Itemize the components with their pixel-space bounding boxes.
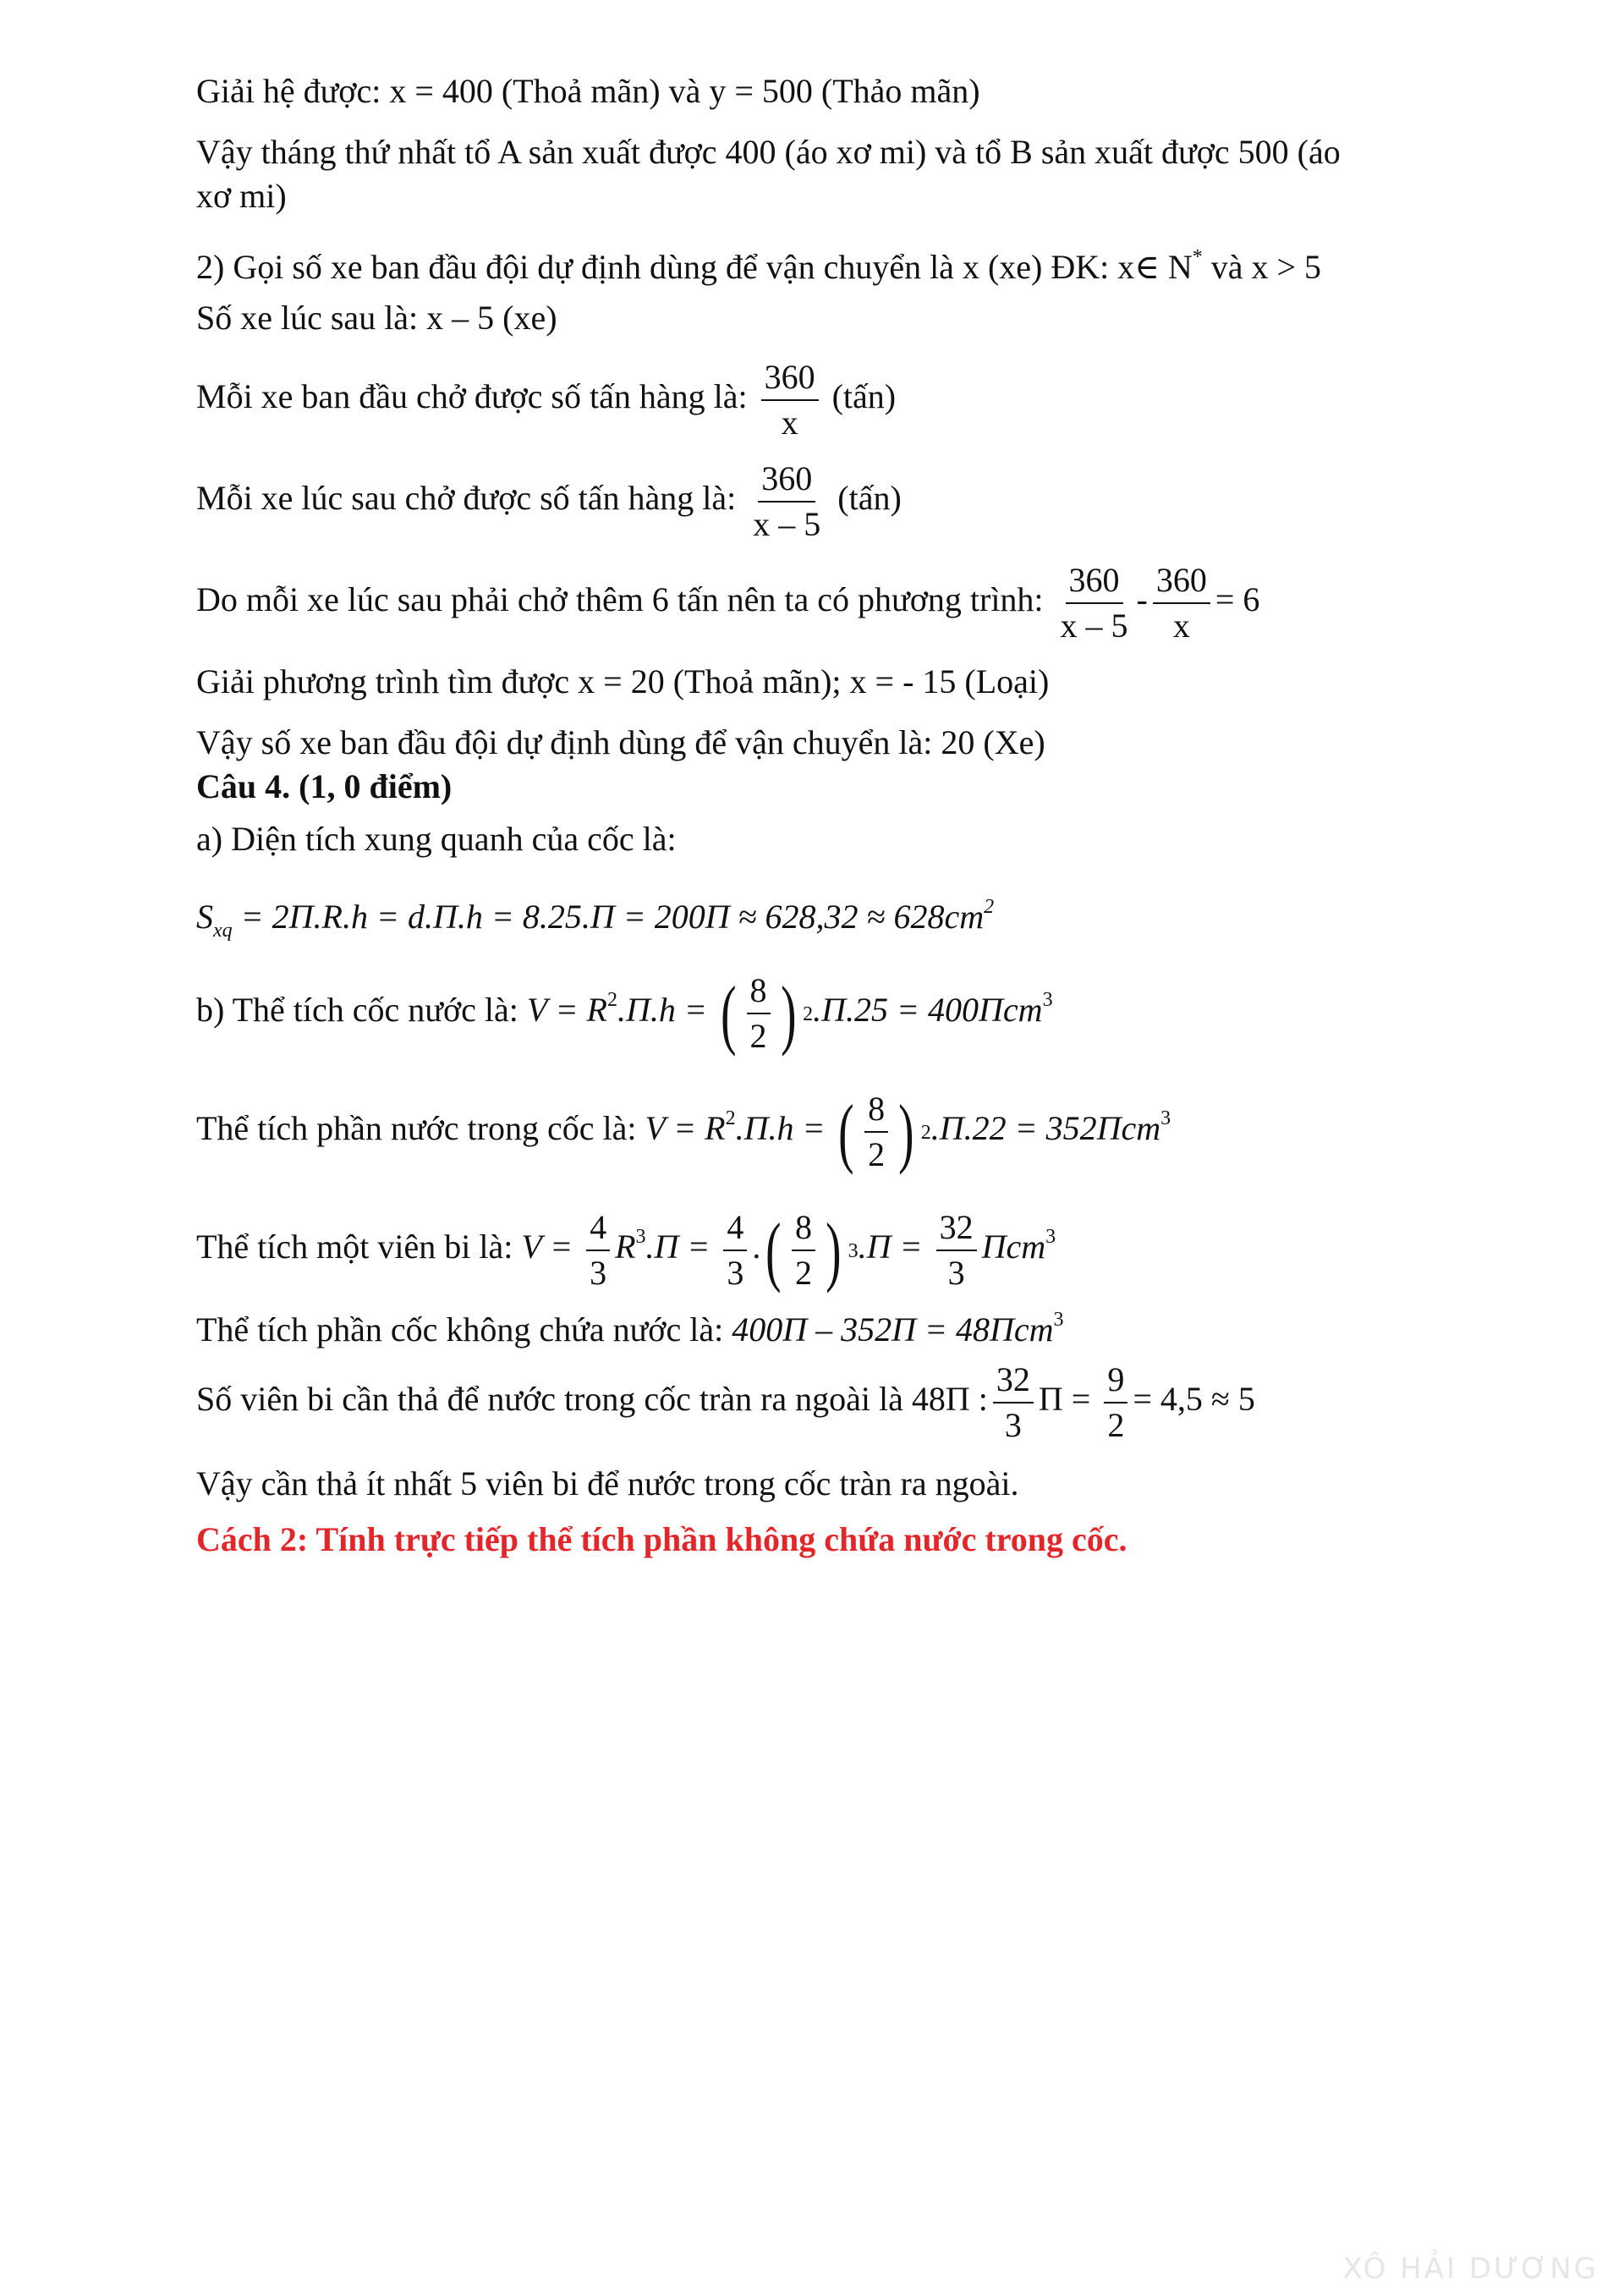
system-solution-line: Giải hệ được: x = 400 (Thoả mãn) và y = 500 (Thảo mãn) [196, 72, 980, 110]
water-volume-line: Thể tích phần nước trong cốc là: $V = R^2.\Pi.h$ = ( $\frac{8}{2}$ ) 2 .Π.22 = 352Πcm$^3$ [196, 1088, 1171, 1175]
part-a-heading: a) Diện tích xung quanh của cốc là: [196, 820, 677, 858]
setup-condition: và x > 5 [1202, 248, 1322, 286]
marble-volume-line: Thể tích một viên bi là: V = $\frac{4}{3}$ $R^3.\Pi$ = $\frac{4}{3}$ . ( $\frac{8}{2}$ ) 3 .Π = $\frac{32}{3}$ Πcm$^3$ [196, 1206, 1056, 1294]
problem-2-setup [196, 237, 1321, 288]
conclusion-line-2: Vậy số xe ban đầu đội dự định dùng để vận chuyển là: 20 (Xe) [196, 723, 1045, 761]
trucks-after-line: Số xe lúc sau là: x – 5 (xe) [196, 299, 557, 337]
final-conclusion-line: Vậy cần thả ít nhất 5 viên bi để nước trong cốc tràn ra ngoài. [196, 1464, 1019, 1502]
conclusion-line-1a: Vậy tháng thứ nhất tổ A sản xuất được 400 (áo xơ mi) và tổ B sản xuất được 500 (áo [196, 133, 1341, 171]
paren-8-over-2: ( $\frac{8}{2}$ ) 2 [721, 969, 814, 1057]
load-initial-line: Mỗi xe ban đầu chở được số tấn hàng là: $\frac{360}{x}$ (tấn) [196, 358, 897, 442]
equation-line: Do mỗi xe lúc sau phải chở thêm 6 tấn nên ta có phương trình: $\frac{360}{x - 5}$ - $\frac{360}{x}$ = 6 [196, 561, 1260, 645]
conclusion-line-1b: xơ mi) [196, 177, 287, 215]
element-of-symbol: ∈ [1134, 248, 1160, 286]
paren-8-over-2: ( $\frac{8}{2}$ ) 2 [838, 1088, 931, 1175]
fraction-b: $\frac{360}{x}$ [1153, 562, 1210, 645]
fraction-360-over-x-minus-5: $\frac{360}{x - 5}$ [753, 459, 821, 543]
method-2-heading: Cách 2: Tính trực tiếp thể tích phần không chứa nước trong cốc. [196, 1520, 1127, 1558]
empty-volume-line: Thể tích phần cốc không chứa nước là: 400Π – 352Π = 48Πcm$^3$ [196, 1309, 1064, 1348]
star-superscript: * [1192, 246, 1203, 268]
marble-count-line: Số viên bi cần thả để nước trong cốc tràn ra ngoài là 48Π : $\frac{32}{3}$ Π = $\frac{9}{2}$ = 4,5 ≈ 5 [196, 1359, 1255, 1444]
equation-solution-line: Giải phương trình tìm được x = 20 (Thoả mãn); x = - 15 (Loại) [196, 662, 1050, 700]
fraction-360-over-x: $\frac{360}{x}$ [761, 359, 819, 442]
paren-8-over-2: ( $\frac{8}{2}$ ) 3 [765, 1206, 859, 1294]
lateral-area-formula: $S_{xq} = 2\Pi.R.h = d.\Pi.h = 8.25.\Pi = 200\Pi \approx 628,32 \approx 628cm^2$ [196, 896, 995, 942]
cup-volume-line: b) Thể tích cốc nước là: $V = R^2.\Pi.h$ = ( $\frac{8}{2}$ ) 2 .Π.25 = 400Πcm$^3$ [196, 969, 1053, 1057]
natural-set-symbol: N [1167, 248, 1193, 286]
question-4-heading: Câu 4. (1, 0 điểm) [196, 767, 453, 805]
watermark: XÔ HẢI DƯƠNG [1342, 2252, 1599, 2286]
setup-text: 2) Gọi số xe ban đầu đội dự định dùng để vận chuyển là x (xe) ĐK: x [196, 248, 1135, 286]
load-after-line: Mỗi xe lúc sau chở được số tấn hàng là: $\frac{360}{x - 5}$ (tấn) [196, 459, 902, 543]
fraction-a: $\frac{360}{x - 5}$ [1060, 561, 1128, 645]
